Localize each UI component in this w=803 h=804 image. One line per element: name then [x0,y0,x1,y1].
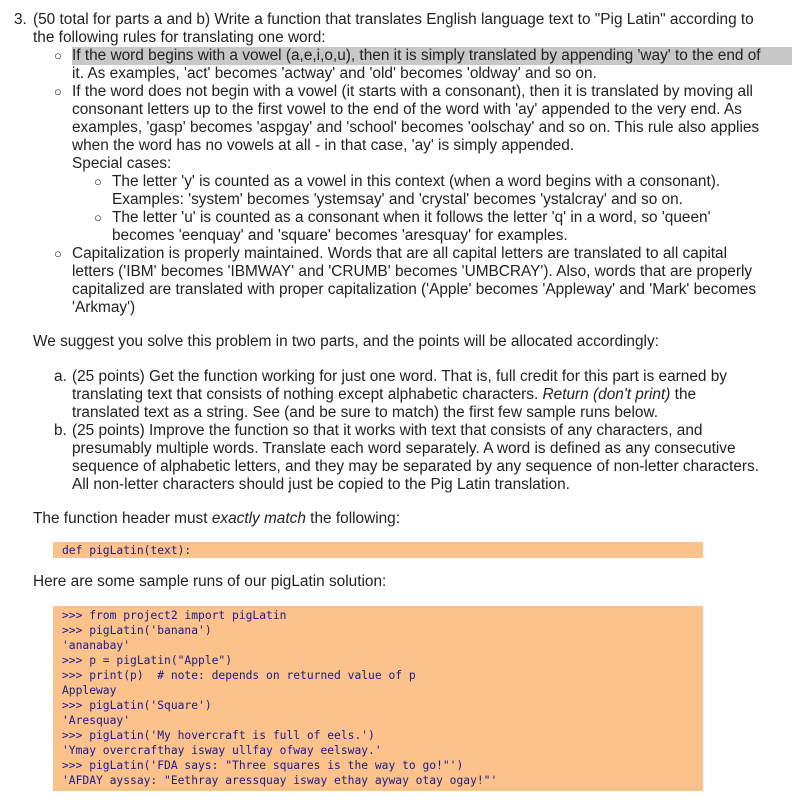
part-a-line-2 [72,386,696,404]
sample-code-block [53,606,703,791]
header-paragraph [33,510,400,528]
part-a-marker: a. [54,368,67,385]
bullet-circle-icon: ○ [54,246,62,261]
bullet-circle-icon: ○ [54,84,62,99]
rule1-line-2: it. As examples, 'act' becomes 'actway' and 'old' becomes 'oldway' and so on. [72,65,597,82]
code-line: >>> pigLatin('FDA says: "Three squares is the way to go!"') [62,759,464,772]
part-b-marker: b. [54,422,67,439]
header-emphasis: exactly match [211,510,306,527]
signature-code-block [53,542,703,558]
suggest-paragraph: We suggest you solve this problem in two parts, and the points will be allocated accordingly: [33,333,659,350]
special2-line-2: becomes 'eenquay' and 'square' becomes 'aresquay' for examples. [112,227,568,244]
intro-line-1: (50 total for parts a and b) Write a function that translates English language text to "Pig Latin" according to [33,11,754,28]
intro-line-2: the following rules for translating one word: [33,29,326,46]
rule2-line-2: consonant letters up to the first vowel to the end of the word with 'ay' appended to the very end. As [72,101,742,118]
part-b-line-1: (25 points) Improve the function so that it works with text that consists of any characters, and [72,422,703,439]
code-line: >>> p = pigLatin("Apple") [62,654,233,667]
part-a-line-2-emphasis: Return (don't print) [542,386,671,403]
special2-line-1: The letter 'u' is counted as a consonant when it follows the letter 'q' in a word, so 'queen' [112,209,711,226]
part-a-line-2-pre: translating text that consists of nothing except alphabetic characters. [72,386,543,403]
code-line: >>> print(p) # note: depends on returned value of p [62,669,416,682]
bullet-circle-icon: ○ [94,174,102,189]
rule2-line-4: when the word has no vowels at all - in that case, 'ay' is simply appended. [72,137,575,154]
code-line: 'ananabay' [62,639,131,652]
code-line: 'Aresquay' [62,714,131,727]
bullet-circle-icon: ○ [94,210,102,225]
part-a-line-1: (25 points) Get the function working for just one word. That is, full credit for this part is earned by [72,368,727,385]
header-pre: The function header must [33,510,212,527]
rule2-line-3: examples, 'gasp' becomes 'aspgay' and 'school' becomes 'oolschay' and so on. This rule also applies [72,119,760,136]
sample-intro: Here are some sample runs of our pigLatin solution: [33,573,387,590]
part-a-line-3: translated text as a string. See (and be sure to match) the first few sample runs below. [72,404,658,421]
part-a-line-2-post: the [670,386,697,403]
code-line: 'Ymay overcrafthay isway ullfay ofway eelsway.' [62,744,382,757]
header-post: the following: [305,510,401,527]
rule1-line-1: If the word begins with a vowel (a,e,i,o,u), then it is simply translated by appending 'way' to the end of [72,47,792,65]
code-line: >>> pigLatin('Square') [62,699,212,712]
code-line: >>> pigLatin('My hovercraft is full of eels.') [62,729,375,742]
part-b-line-3: sequence of alphabetic letters, and they may be separated by any sequence of non-letter characters. [72,458,760,475]
rule3-line-2: letters ('IBM' becomes 'IBMWAY' and 'CRUMB' becomes 'UMBCRAY'). Also, words that are properly [72,263,753,280]
rule2-line-1: If the word does not begin with a vowel (it starts with a consonant), then it is translated by moving all [72,83,753,100]
special1-line-2: Examples: 'system' becomes 'ystemsay' and 'crystal' becomes 'ystalcray' and so on. [112,191,683,208]
signature-code: def pigLatin(text): [62,544,192,557]
rule3-line-4: 'Arkmay') [72,299,136,316]
rule3-line-1: Capitalization is properly maintained. Words that are all capital letters are translated to all capital [72,245,728,262]
code-line: >>> pigLatin('banana') [62,624,212,637]
code-line: 'AFDAY ayssay: "Eethray aressquay isway ethay ayway otay ogay!"' [62,774,498,787]
special-cases-label: Special cases: [72,155,172,172]
code-line: Appleway [62,684,117,697]
rule3-line-3: capitalized are translated with proper capitalization ('Apple' becomes 'Appleway' and 'Mark' becomes [72,281,757,298]
problem-number: 3. [14,11,27,28]
part-b-line-2: presumably multiple words. Translate each word separately. A word is defined as any consecutive [72,440,736,457]
code-line: >>> from project2 import pigLatin [62,609,287,622]
part-b-line-4: All non-letter characters should just be copied to the Pig Latin translation. [72,476,570,493]
special1-line-1: The letter 'y' is counted as a vowel in this context (when a word begins with a consonant). [112,173,721,190]
bullet-circle-icon: ○ [54,48,62,63]
